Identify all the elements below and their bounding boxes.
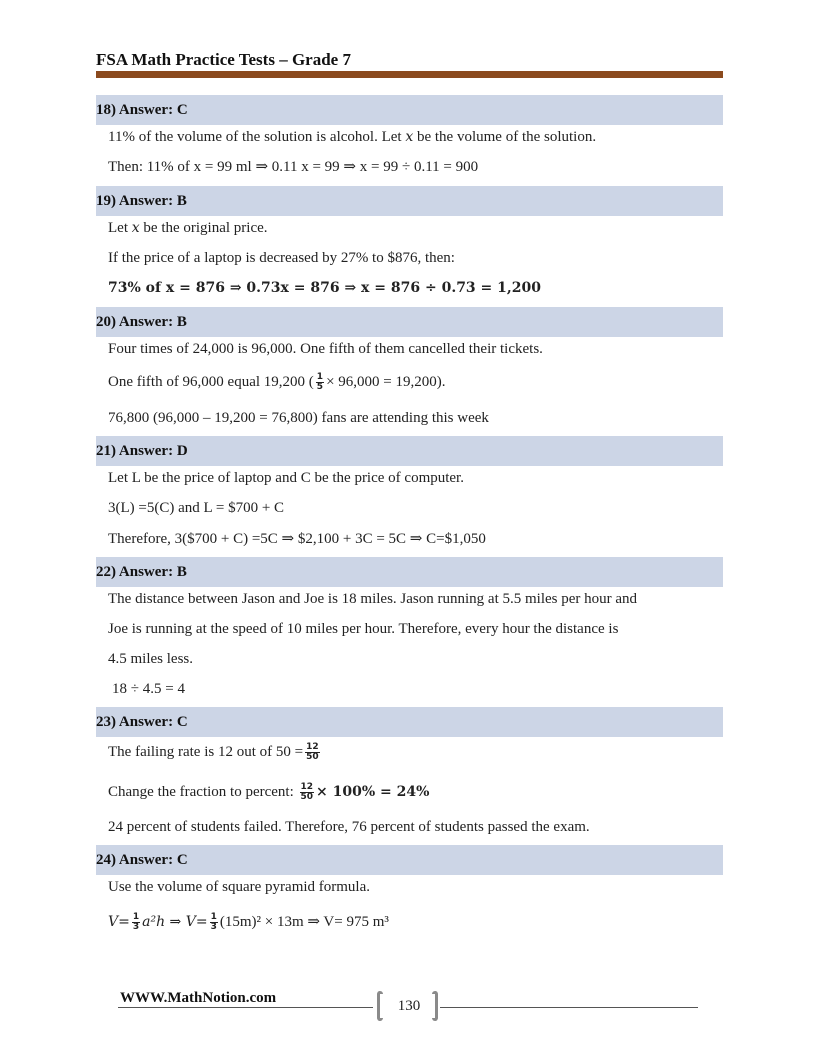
q23-line-2-text: Change the fraction to percent: bbox=[108, 784, 294, 800]
answer-23-heading: 23) Answer: C bbox=[96, 707, 723, 737]
page-number-bracket-left bbox=[377, 991, 383, 1021]
q19-line-1a: Let bbox=[108, 220, 132, 236]
q20-line-2a: One fifth of 96,000 equal 19,200 ( bbox=[108, 374, 314, 390]
q18-line-1b: be the volume of the solution. bbox=[413, 129, 597, 145]
answer-24-heading: 24) Answer: C bbox=[96, 845, 723, 875]
footer-rule-right bbox=[440, 1007, 698, 1008]
q19-line-1 bbox=[108, 218, 268, 238]
q24-formula-end: (15m)² × 13m ⇒ V= 975 m³ bbox=[219, 914, 389, 930]
header-rule bbox=[96, 71, 723, 78]
answer-20-heading: 20) Answer: B bbox=[96, 307, 723, 337]
q23-fraction-2-den: 50 bbox=[300, 792, 314, 803]
q21-line-2: 3(L) =5(C) and L = $700 + C bbox=[108, 500, 285, 516]
q21-line-1: Let L be the price of laptop and C be the price of computer. bbox=[108, 470, 464, 486]
q20-fraction-den: 5 bbox=[316, 382, 324, 393]
q24-fraction-2-num: 1 bbox=[210, 912, 217, 923]
q19-line-1b: be the original price. bbox=[139, 220, 268, 236]
q20-line-1: Four times of 24,000 is 96,000. One fifth of them cancelled their tickets. bbox=[108, 341, 543, 357]
q24-fraction-1 bbox=[132, 913, 140, 932]
q18-line-2: Then: 11% of x = 99 ml ⇒ 0.11 x = 99 ⇒ x = 99 ÷ 0.11 = 900 bbox=[108, 159, 479, 175]
q22-line-1: The distance between Jason and Joe is 18 miles. Jason running at 5.5 miles per hour and bbox=[108, 591, 638, 607]
q23-line-2 bbox=[108, 782, 429, 802]
q23-fraction-1-den: 50 bbox=[306, 752, 319, 763]
answer-19-heading: 19) Answer: B bbox=[96, 186, 723, 216]
q20-line-2 bbox=[108, 372, 445, 392]
q24-fraction-2-den: 3 bbox=[210, 922, 217, 933]
answer-21-heading: 21) Answer: D bbox=[96, 436, 723, 466]
q23-line-1-text: The failing rate is 12 out of 50 = bbox=[108, 744, 304, 760]
q24-fraction-2 bbox=[210, 913, 218, 932]
q23-fraction-1 bbox=[305, 743, 320, 762]
q24-fraction-1-den: 3 bbox=[132, 922, 140, 933]
answer-22-heading: 22) Answer: B bbox=[96, 557, 723, 587]
q23-fraction-1-num: 12 bbox=[306, 742, 319, 753]
q20-fraction bbox=[316, 373, 324, 392]
q21-line-3: Therefore, 3($700 + C) =5C ⇒ $2,100 + 3C = 5C ⇒ C=$1,050 bbox=[108, 531, 486, 547]
q23-fraction-2-num: 12 bbox=[300, 782, 314, 793]
q24-v-1: V= bbox=[108, 914, 130, 930]
q24-fraction-1-num: 1 bbox=[132, 912, 140, 923]
q18-var: x bbox=[405, 129, 414, 145]
footer-website: WWW.MathNotion.com bbox=[120, 990, 277, 1006]
q24-line-2 bbox=[108, 912, 389, 932]
answer-18-heading: 18) Answer: C bbox=[96, 95, 723, 125]
page-number: 130 bbox=[397, 998, 421, 1014]
q19-var: x bbox=[131, 220, 140, 236]
q23-line-2-result: × 100% = 24% bbox=[316, 784, 430, 800]
q18-line-1a: 11% of the volume of the solution is alcohol. Let bbox=[108, 129, 406, 145]
q24-formula-mid: a²h ⇒ V= bbox=[142, 914, 208, 930]
q19-line-3: 73% of x = 876 ⇒ 0.73x = 876 ⇒ x = 876 ÷ 0.73 = 1,200 bbox=[108, 280, 541, 296]
q20-fraction-num: 1 bbox=[316, 372, 324, 383]
q24-line-1: Use the volume of square pyramid formula. bbox=[108, 879, 371, 895]
q23-fraction-2 bbox=[300, 783, 315, 802]
q22-line-4: 18 ÷ 4.5 = 4 bbox=[112, 681, 185, 697]
q20-line-3: 76,800 (96,000 – 19,200 = 76,800) fans are attending this week bbox=[108, 410, 489, 426]
q23-line-1 bbox=[108, 742, 322, 762]
q20-line-2b: × 96,000 = 19,200). bbox=[326, 374, 446, 390]
q22-line-3: 4.5 miles less. bbox=[108, 651, 193, 667]
footer-rule-left bbox=[118, 1007, 373, 1008]
page-header-title: FSA Math Practice Tests – Grade 7 bbox=[96, 50, 351, 69]
q19-line-2: If the price of a laptop is decreased by 27% to $876, then: bbox=[108, 250, 455, 266]
q18-line-1 bbox=[108, 127, 596, 147]
q22-line-2: Joe is running at the speed of 10 miles per hour. Therefore, every hour the distance is bbox=[108, 621, 619, 637]
page-number-bracket-right bbox=[432, 991, 438, 1021]
q23-line-3: 24 percent of students failed. Therefore, 76 percent of students passed the exam. bbox=[108, 819, 590, 835]
